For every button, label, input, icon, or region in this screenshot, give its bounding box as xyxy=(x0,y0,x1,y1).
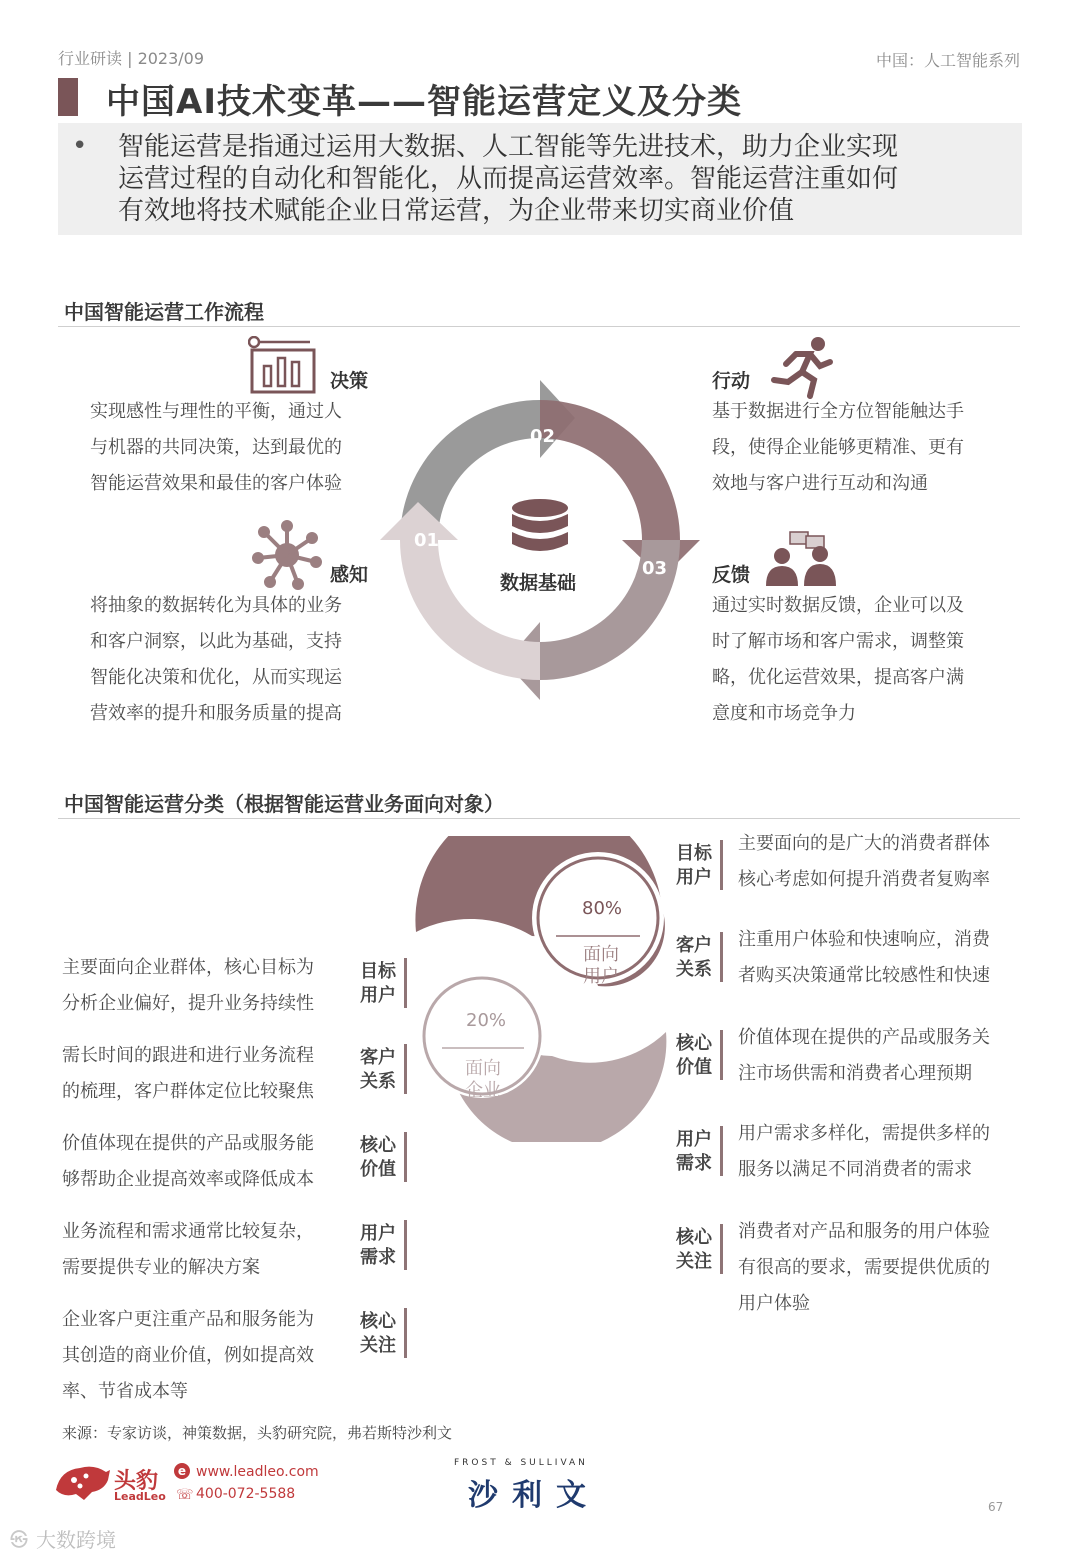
frost-sullivan-en: FROST & SULLIVAN xyxy=(454,1458,588,1468)
right-label-demand xyxy=(674,1128,714,1176)
left-label-target xyxy=(358,960,398,1008)
enterprise-label xyxy=(464,1058,502,1102)
enterprise-label-line: 面向 xyxy=(465,1058,501,1079)
label-line: 需求 xyxy=(360,1247,396,1268)
action-line: 效地与客户进行互动和沟通 xyxy=(712,473,928,494)
left-row-line: 需要提供专业的解决方案 xyxy=(62,1257,260,1278)
left-row-line: 率、节省成本等 xyxy=(62,1381,188,1402)
perception-line: 营效率的提升和服务质量的提高 xyxy=(90,703,342,724)
action-line: 基于数据进行全方位智能触达手 xyxy=(712,401,964,422)
feedback-line: 时了解市场和客户需求，调整策 xyxy=(712,631,964,652)
right-row-line: 者购买决策通常比较感性和快速 xyxy=(738,965,990,986)
right-row-line: 用户体验 xyxy=(738,1293,810,1314)
label-line: 目标 xyxy=(360,961,396,982)
classification-section-title: 中国智能运营分类（根据智能运营业务面向对象） xyxy=(64,792,504,816)
label-line: 核心 xyxy=(676,1227,712,1248)
page-title: 中国AI技术变革——智能运营定义及分类 xyxy=(106,82,742,122)
summary-line-2: 运营过程的自动化和智能化，从而提高运营效率。智能运营注重如何 xyxy=(118,164,899,194)
workflow-section-title: 中国智能运营工作流程 xyxy=(64,300,264,324)
source-note: 来源：专家访谈，神策数据，头豹研究院，弗若斯特沙利文 xyxy=(62,1424,453,1442)
right-row-relation xyxy=(738,922,1028,994)
label-line: 用户 xyxy=(360,985,396,1006)
perception-line: 智能化决策和优化，从而实现运 xyxy=(90,667,342,688)
bar-chart-icon xyxy=(248,336,320,398)
left-label-relation xyxy=(358,1046,398,1094)
label-line: 客户 xyxy=(676,935,712,956)
left-row-target xyxy=(62,950,352,1022)
feedback-line: 通过实时数据反馈，企业可以及 xyxy=(712,595,964,616)
label-line: 用户 xyxy=(676,1129,712,1150)
feedback-heading: 反馈 xyxy=(712,564,751,586)
user-percent: 80% xyxy=(582,898,623,919)
right-row-line: 价值体现在提供的产品或服务关 xyxy=(738,1027,990,1048)
section-divider xyxy=(58,818,1020,819)
footer-website[interactable]: www.leadleo.com xyxy=(196,1464,319,1480)
step-03-label: 03 xyxy=(642,558,668,579)
right-row-line: 用户需求多样化，需提供多样的 xyxy=(738,1123,990,1144)
left-label-demand xyxy=(358,1222,398,1270)
right-row-target xyxy=(738,826,1028,898)
right-row-line: 服务以满足不同消费者的需求 xyxy=(738,1159,972,1180)
label-line: 关注 xyxy=(360,1335,396,1356)
phone-icon: ☏ xyxy=(176,1487,194,1503)
perception-heading: 感知 xyxy=(330,564,369,586)
label-line: 客户 xyxy=(360,1047,396,1068)
row-divider xyxy=(404,1220,407,1270)
left-row-demand xyxy=(62,1214,352,1286)
summary-line-1: 智能运营是指通过运用大数据、人工智能等先进技术，助力企业实现 xyxy=(118,132,899,162)
footer-phone: 400-072-5588 xyxy=(196,1486,296,1502)
action-text xyxy=(712,394,1012,502)
left-label-focus xyxy=(358,1310,398,1358)
left-row-focus xyxy=(62,1302,352,1410)
right-row-line: 主要面向的是广大的消费者群体 xyxy=(738,833,990,854)
row-divider xyxy=(720,1126,723,1176)
right-row-line: 核心考虑如何提升消费者复购率 xyxy=(738,869,990,890)
left-row-line: 分析企业偏好，提升业务持续性 xyxy=(62,993,314,1014)
right-label-value xyxy=(674,1032,714,1080)
user-label xyxy=(582,944,620,988)
label-line: 用户 xyxy=(676,867,712,888)
frost-sullivan-cn: 沙利文 xyxy=(468,1478,600,1513)
label-line: 价值 xyxy=(676,1057,712,1078)
decision-line: 智能运营效果和最佳的客户体验 xyxy=(90,473,342,494)
label-line: 核心 xyxy=(360,1135,396,1156)
left-row-line: 价值体现在提供的产品或服务能 xyxy=(62,1133,314,1154)
perception-line: 和客户洞察，以此为基础，支持 xyxy=(90,631,342,652)
right-row-line: 注重用户体验和快速响应，消费 xyxy=(738,929,990,950)
row-divider xyxy=(404,958,407,1008)
feedback-line: 略，优化运营效果，提高客户满 xyxy=(712,667,964,688)
watermark-text: 大数跨境 xyxy=(36,1528,116,1552)
step-02-label: 02 xyxy=(530,426,556,447)
leopard-logo-icon xyxy=(54,1460,112,1502)
left-row-line: 业务流程和需求通常比较复杂， xyxy=(62,1221,314,1242)
enterprise-percent: 20% xyxy=(466,1010,507,1031)
brand-name-en: LeadLeo xyxy=(114,1490,166,1503)
step-01-label: 01 xyxy=(414,530,440,551)
database-icon xyxy=(512,499,568,551)
enterprise-label-line: 企业 xyxy=(465,1080,501,1101)
header-right: 中国：人工智能系列 xyxy=(875,51,1020,70)
feedback-text xyxy=(712,588,1012,732)
label-line: 核心 xyxy=(360,1311,396,1332)
right-label-target xyxy=(674,842,714,890)
label-line: 核心 xyxy=(676,1033,712,1054)
watermark-icon: ㉿ xyxy=(10,1530,28,1551)
row-divider xyxy=(404,1044,407,1094)
right-label-focus xyxy=(674,1226,714,1274)
label-line: 关系 xyxy=(360,1071,396,1092)
label-line: 需求 xyxy=(676,1153,712,1174)
row-divider xyxy=(404,1132,407,1182)
right-row-line: 注市场供需和消费者心理预期 xyxy=(738,1063,972,1084)
perception-line: 将抽象的数据转化为具体的业务 xyxy=(90,595,342,616)
label-line: 目标 xyxy=(676,843,712,864)
label-line: 关注 xyxy=(676,1251,712,1272)
left-row-relation xyxy=(62,1038,352,1110)
row-divider xyxy=(720,1030,723,1080)
label-line: 价值 xyxy=(360,1159,396,1180)
page-number: 67 xyxy=(988,1500,1004,1514)
left-row-line: 的梳理，客户群体定位比较聚焦 xyxy=(62,1081,314,1102)
bullet: • xyxy=(72,131,88,161)
left-row-value xyxy=(62,1126,352,1198)
title-accent-bar xyxy=(58,78,78,116)
left-label-value xyxy=(358,1134,398,1182)
summary-box xyxy=(58,123,1022,235)
user-label-line: 面向 xyxy=(583,944,619,965)
row-divider xyxy=(720,932,723,982)
left-row-line: 主要面向企业群体，核心目标为 xyxy=(62,957,314,978)
right-row-demand xyxy=(738,1116,1028,1188)
summary-text xyxy=(118,131,998,227)
left-row-line: 其创造的商业价值，例如提高效 xyxy=(62,1345,314,1366)
perception-text xyxy=(90,588,380,732)
left-row-line: 企业客户更注重产品和服务能为 xyxy=(62,1309,314,1330)
brand-name-cn: 头豹 xyxy=(114,1469,159,1494)
section-divider xyxy=(58,326,1020,327)
running-person-icon xyxy=(766,332,836,402)
feedback-line: 意度和市场竞争力 xyxy=(712,703,856,724)
decision-line: 实现感性与理性的平衡，通过人 xyxy=(90,401,342,422)
decision-line: 与机器的共同决策，达到最优的 xyxy=(90,437,342,458)
label-line: 用户 xyxy=(360,1223,396,1244)
people-talking-icon xyxy=(764,530,838,586)
left-row-line: 够帮助企业提高效率或降低成本 xyxy=(62,1169,314,1190)
summary-line-3: 有效地将技术赋能企业日常运营，为企业带来切实商业价值 xyxy=(118,196,795,226)
right-row-line: 消费者对产品和服务的用户体验 xyxy=(738,1221,990,1242)
header-left: 行业研读 | 2023/09 xyxy=(58,49,205,68)
decision-heading: 决策 xyxy=(330,370,369,392)
left-row-line: 需长时间的跟进和进行业务流程 xyxy=(62,1045,314,1066)
row-divider xyxy=(404,1308,407,1358)
right-row-line: 有很高的要求，需要提供优质的 xyxy=(738,1257,990,1278)
decision-text xyxy=(90,394,380,502)
action-heading: 行动 xyxy=(712,370,751,392)
web-icon: e xyxy=(174,1463,190,1479)
label-line: 关系 xyxy=(676,959,712,980)
row-divider xyxy=(720,840,723,890)
right-row-focus xyxy=(738,1214,1028,1322)
cycle-center-label: 数据基础 xyxy=(500,572,577,594)
network-icon xyxy=(252,520,322,590)
user-label-line: 用户 xyxy=(583,966,619,987)
right-row-value xyxy=(738,1020,1028,1092)
right-label-relation xyxy=(674,934,714,982)
action-line: 段，使得企业能够更精准、更有 xyxy=(712,437,964,458)
classification-swirl-graphic xyxy=(412,836,670,1142)
row-divider xyxy=(720,1224,723,1274)
